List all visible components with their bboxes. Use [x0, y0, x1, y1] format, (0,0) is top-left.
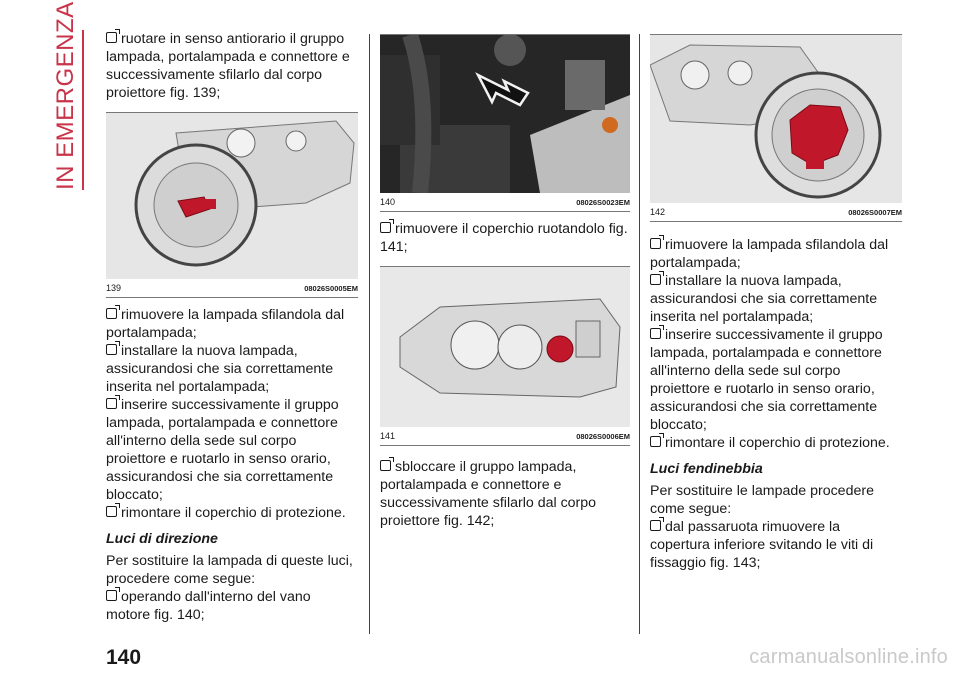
column-divider — [369, 34, 370, 634]
step-item — [380, 220, 630, 256]
figure-code: 08026S0007EM — [848, 208, 902, 217]
step-text: installare la nuova lampada, assicurandosi che sia correttamente inserita nel portalampada; — [106, 343, 334, 395]
column-1 — [106, 30, 358, 624]
figure-image — [106, 112, 358, 279]
checkbox-bullet-icon — [106, 32, 117, 43]
headlight-cover-illustration-icon — [380, 267, 630, 427]
checkbox-bullet-icon — [106, 590, 117, 601]
figure-image — [380, 34, 630, 193]
checkbox-bullet-icon — [380, 460, 391, 471]
section-heading: Luci di direzione — [106, 531, 218, 547]
step-item — [106, 396, 358, 504]
paragraph: Per sostituire la lampada di queste luci, procedere come segue: — [106, 553, 353, 587]
step-item — [650, 236, 902, 272]
figure-code: 08026S0005EM — [304, 284, 358, 293]
step-text: inserire successivamente il gruppo lampada, portalampada e connettore all'interno della sede sul corpo proiettore e ruotarlo in senso orario, assicurandosi che sia correttamente bloccato; — [650, 327, 883, 433]
figure-code: 08026S0006EM — [576, 432, 630, 441]
figure-caption — [106, 279, 358, 298]
checkbox-bullet-icon — [106, 308, 117, 319]
figure-code: 08026S0023EM — [576, 198, 630, 207]
step-item — [106, 504, 358, 522]
step-item — [650, 326, 902, 434]
figure-140 — [380, 34, 630, 212]
headlight-illustration-icon — [106, 113, 358, 279]
paragraph: Per sostituire le lampade procedere come segue: — [650, 483, 874, 517]
page-number: 140 — [106, 646, 142, 669]
step-text: rimuovere la lampada sfilandola dal portalampada; — [106, 307, 345, 341]
watermark-text: carmanualsonline.info — [749, 646, 948, 668]
step-text: operando dall'interno del vano motore fig. 140; — [106, 589, 311, 623]
checkbox-bullet-icon — [650, 436, 661, 447]
checkbox-bullet-icon — [650, 328, 661, 339]
checkbox-bullet-icon — [106, 344, 117, 355]
step-text: rimuovere il coperchio ruotandolo fig. 141; — [380, 221, 628, 255]
figure-number: 140 — [380, 197, 396, 207]
figure-image — [380, 266, 630, 427]
step-text: rimontare il coperchio di protezione. — [665, 435, 890, 451]
figure-139 — [106, 112, 358, 298]
figure-number: 141 — [380, 431, 396, 441]
step-item — [650, 434, 902, 452]
step-item — [106, 30, 358, 102]
step-item — [106, 342, 358, 396]
engine-bay-photo-icon — [380, 35, 630, 193]
step-text: inserire successivamente il gruppo lampada, portalampada e connettore all'interno della sede sul corpo proiettore e ruotarlo in senso orario, assicurandosi che sia correttamente bloccato; — [106, 397, 339, 503]
step-item — [650, 518, 902, 572]
figure-141 — [380, 266, 630, 446]
figure-number: 139 — [106, 283, 122, 293]
bulb-holder-illustration-icon — [650, 35, 902, 203]
step-text: dal passaruota rimuovere la copertura inferiore svitando le viti di fissaggio fig. 143; — [650, 519, 874, 571]
step-item — [106, 588, 358, 624]
checkbox-bullet-icon — [650, 238, 661, 249]
section-side-tab — [52, 1, 84, 190]
step-text: installare la nuova lampada, assicurandosi che sia correttamente inserita nel portalampada; — [650, 273, 878, 325]
figure-caption — [380, 193, 630, 212]
section-side-tab-label: IN EMERGENZA — [52, 1, 79, 190]
figure-image — [650, 34, 902, 203]
figure-caption — [650, 203, 902, 222]
checkbox-bullet-icon — [650, 274, 661, 285]
checkbox-bullet-icon — [650, 520, 661, 531]
step-item — [380, 458, 630, 530]
step-text: rimontare il coperchio di protezione. — [121, 505, 346, 521]
column-3 — [650, 34, 902, 572]
step-item — [106, 306, 358, 342]
column-2 — [380, 34, 630, 530]
column-divider — [639, 34, 640, 634]
figure-number: 142 — [650, 207, 666, 217]
checkbox-bullet-icon — [380, 222, 391, 233]
step-text: ruotare in senso antiorario il gruppo lampada, portalampada e connettore e successivamente sfilarlo dal corpo proiettore fig. 139; — [106, 31, 350, 101]
checkbox-bullet-icon — [106, 398, 117, 409]
step-text: sbloccare il gruppo lampada, portalampada e connettore e successivamente sfilarlo dal corpo proiettore fig. 142; — [380, 459, 597, 529]
figure-caption — [380, 427, 630, 446]
section-heading: Luci fendinebbia — [650, 461, 763, 477]
step-item — [650, 272, 902, 326]
checkbox-bullet-icon — [106, 506, 117, 517]
step-text: rimuovere la lampada sfilandola dal portalampada; — [650, 237, 889, 271]
figure-142 — [650, 34, 902, 222]
